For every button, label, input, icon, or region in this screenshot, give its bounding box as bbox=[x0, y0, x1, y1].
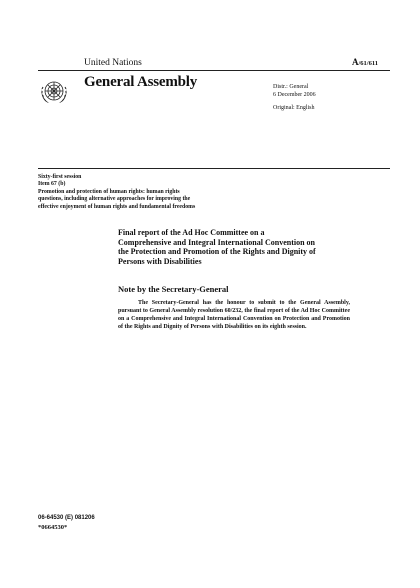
document-date: 6 December 2006 bbox=[273, 91, 316, 98]
document-symbol-initial: A bbox=[352, 57, 359, 67]
distribution-label: Distr.: General bbox=[273, 84, 309, 90]
barcode-text: *0664530* bbox=[38, 524, 68, 531]
header-rule bbox=[38, 70, 390, 71]
distribution-info bbox=[273, 84, 316, 113]
note-body bbox=[118, 299, 350, 331]
agenda-item-line-3: effective enjoyment of human rights and fundamental freedoms bbox=[38, 203, 196, 210]
note-heading: Note by the Secretary-General bbox=[118, 284, 229, 294]
agenda-item-number: Item 67 (b) bbox=[38, 181, 66, 188]
job-number: 06-64530 (E) 081206 bbox=[38, 515, 95, 521]
un-emblem-icon bbox=[38, 76, 70, 108]
organization-name: United Nations bbox=[84, 58, 142, 68]
note-body-text: The Secretary-General has the honour to submit to the General Assembly, pursuant to General Assembly resolution 60/232, the final report of the Ad Hoc Committee on a Comprehensive and Integral International Convention on Protection and Promotion of the Rights and Dignity of Persons with Disabilities on its eighth session. bbox=[118, 300, 350, 330]
general-assembly-heading: General Assembly bbox=[84, 74, 198, 90]
footer-block bbox=[38, 514, 95, 532]
report-title: Final report of the Ad Hoc Committee on a Comprehensive and Integral International Convention on the Protection and Promotion of the Rights and Dignity of Persons with Disabilities bbox=[118, 228, 316, 266]
agenda-item-line-1: Promotion and protection of human rights: human rights bbox=[38, 188, 180, 195]
session-block bbox=[38, 174, 258, 211]
original-language: Original: English bbox=[273, 105, 315, 111]
document-symbol-number: /61/611 bbox=[358, 60, 379, 67]
section-rule bbox=[38, 168, 390, 169]
document-symbol bbox=[352, 57, 378, 67]
agenda-item-line-2: questions, including alternative approaches for improving the bbox=[38, 196, 191, 203]
session-name: Sixty-first session bbox=[38, 174, 82, 180]
